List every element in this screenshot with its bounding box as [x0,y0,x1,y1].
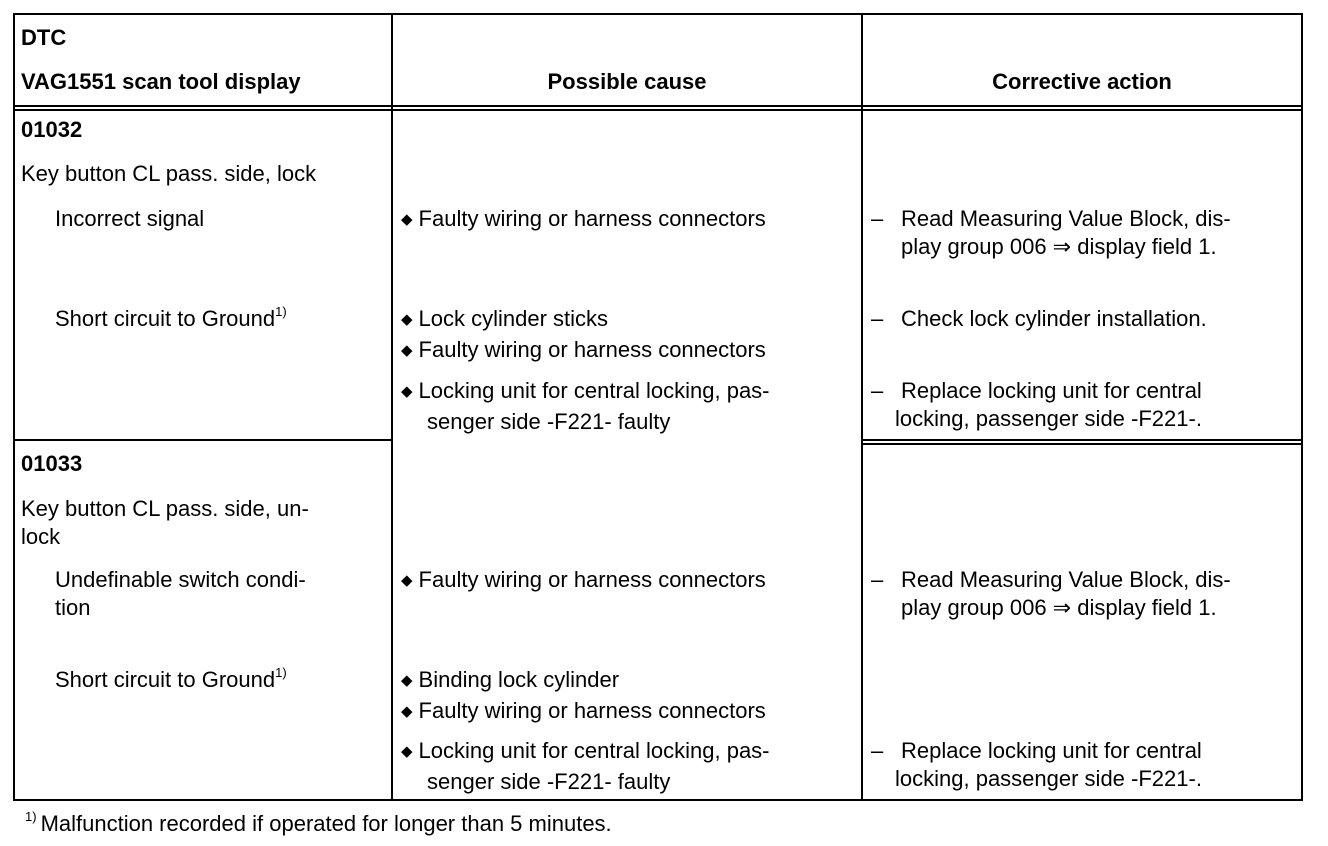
footnote-text: Malfunction recorded if operated for longer than 5 minutes. [40,811,612,836]
cause-text: Binding lock cylinder [418,667,620,692]
footnote-mark: 1) [25,808,37,824]
bullet-icon: ◆ [401,672,413,689]
dash-icon: – [871,306,884,331]
block-divider-dtc [13,439,392,441]
action-line: play group 006 ⇒ display field 1. [901,595,1217,620]
component-name: Key button CL pass. side, lock [21,161,317,186]
footnote [25,810,612,838]
bullet-icon: ◆ [401,342,413,359]
corrective-action [871,305,1207,333]
component-line: lock [21,524,61,549]
bullet-icon: ◆ [401,572,413,589]
cause-item [401,337,766,362]
action-line: Replace locking unit for central [901,378,1202,403]
cause-text: Faulty wiring or harness connectors [418,698,766,723]
cause-item [401,667,619,692]
action-line: locking, passenger side -F221-. [895,406,1202,431]
cause-item [401,377,770,436]
cause-text: Locking unit for central locking, pas- [418,378,770,403]
header-possible-cause: Possible cause [547,69,707,94]
fault-label: Incorrect signal [55,206,205,231]
cause-item [401,698,766,723]
bullet-icon: ◆ [401,311,413,328]
footnote-ref: 1) [275,664,287,680]
header-divider [13,105,1303,107]
dash-icon: – [871,567,884,592]
footnote-ref: 1) [275,303,287,319]
block-divider-action-secondary [862,443,1303,445]
action-line: locking, passenger side -F221-. [895,766,1202,791]
column-divider-2 [861,13,863,801]
table-border-right [1301,13,1303,801]
action-line: play group 006 ⇒ display field 1. [901,234,1217,259]
corrective-action [871,377,1202,433]
table-border-top [13,13,1303,15]
header-corrective-action: Corrective action [992,69,1172,94]
action-line: Replace locking unit for central [901,738,1202,763]
block-divider-action [862,439,1303,441]
fault-label [55,305,287,333]
cause-item [401,306,608,331]
cause-item [401,737,770,796]
cause-item [401,566,766,597]
dash-icon: – [871,378,884,403]
cause-text: Locking unit for central locking, pas- [418,738,770,763]
corrective-action [871,737,1202,793]
cause-item [401,205,766,236]
cause-text: Lock cylinder sticks [418,306,609,331]
fault-label [55,566,306,622]
corrective-action [871,205,1231,261]
action-line: Check lock cylinder installation. [901,306,1207,331]
cause-text: senger side -F221- faulty [427,409,671,434]
bullet-icon: ◆ [401,743,413,760]
table-border-left [13,13,15,801]
fault-label-text: Short circuit to Ground [55,306,276,331]
fault-label [55,666,287,694]
header-divider-secondary [13,109,1303,111]
bullet-icon: ◆ [401,211,413,228]
bullet-icon: ◆ [401,383,413,400]
fault-label-line: tion [55,595,91,620]
dtc-code: 01033 [21,451,83,476]
cause-list [401,305,766,367]
header-scan-tool-display: VAG1551 scan tool display [21,69,301,94]
component-line: Key button CL pass. side, un- [21,496,309,521]
component-name [21,495,309,551]
action-line: Read Measuring Value Block, dis- [901,567,1231,592]
fault-label-line: Undefinable switch condi- [55,567,306,592]
table-border-bottom [13,799,1303,801]
dash-icon: – [871,738,884,763]
dash-icon: – [871,206,884,231]
bullet-icon: ◆ [401,703,413,720]
cause-text: Faulty wiring or harness connectors [418,567,766,592]
header-dtc-label: DTC [21,25,67,50]
action-line: Read Measuring Value Block, dis- [901,206,1231,231]
column-divider-1 [391,13,393,801]
cause-text: senger side -F221- faulty [427,769,671,794]
corrective-action [871,566,1231,622]
dtc-code: 01032 [21,117,83,142]
cause-text: Faulty wiring or harness connectors [418,206,766,231]
cause-text: Faulty wiring or harness connectors [418,337,766,362]
cause-list [401,666,766,728]
fault-label-text: Short circuit to Ground [55,667,276,692]
